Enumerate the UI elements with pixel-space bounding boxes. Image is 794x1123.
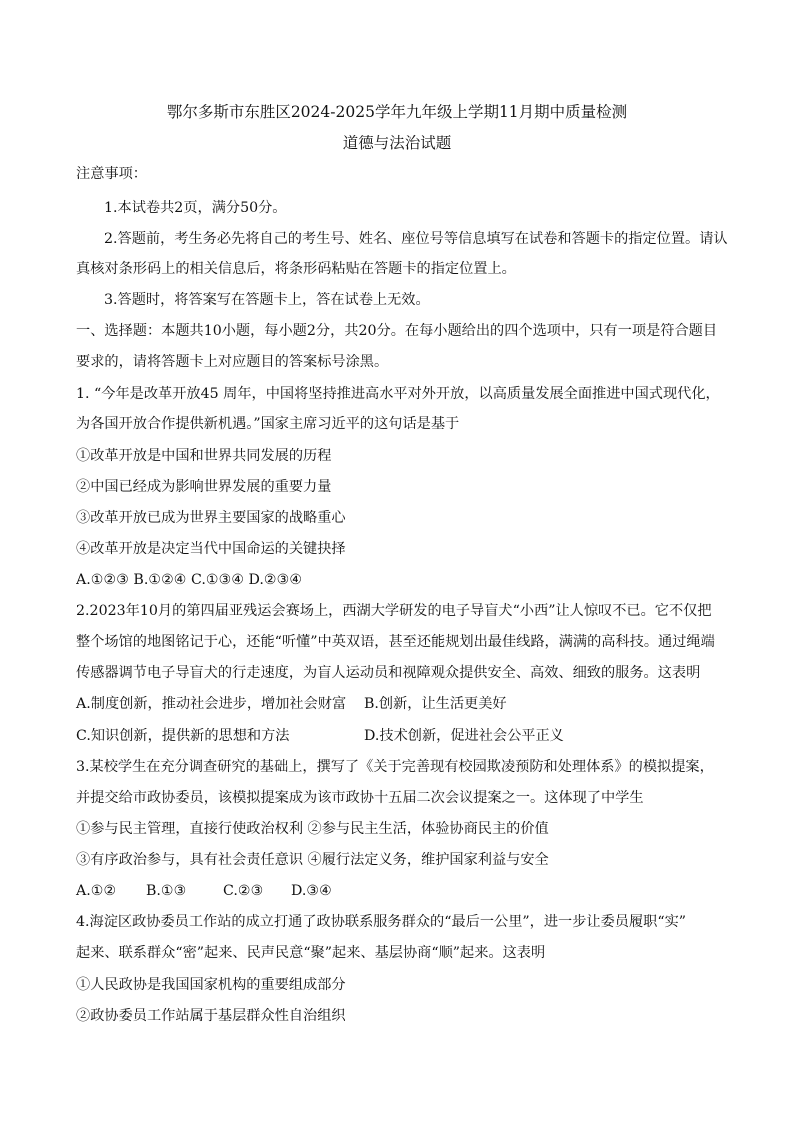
q2-stem-line-1: 2.2023年10月的第四届亚残运会赛场上，西湖大学研发的电子导盲犬“小西”让人惊叹不已。它不仅把 (76, 603, 712, 619)
q2-option-b: B.创新，让生活更美好 (364, 696, 507, 712)
notice-item-2-line-1: 2.答题前，考生务必先将自己的考生号、姓名、座位号等信息填写在试卷和答题卡的指定位置。请认 (104, 231, 728, 247)
q1-stem-line-2: 为各国开放合作提供新机遇。”国家主席习近平的这句话是基于 (76, 416, 460, 432)
q2-stem-line-3: 传感器调节电子导盲犬的行走速度，为盲人运动员和视障观众提供安全、高效、细致的服务。这表明 (76, 665, 701, 681)
q1-options: A.①②③ B.①②④ C.①③④ D.②③④ (76, 572, 303, 588)
q1-statement-3: ③改革开放已成为世界主要国家的战略重心 (76, 510, 346, 526)
q1-statement-4: ④改革开放是决定当代中国命运的关键抉择 (76, 541, 346, 557)
q2-option-c: C.知识创新，提供新的思想和方法 (76, 728, 290, 744)
q1-statement-1: ①改革开放是中国和世界共同发展的历程 (76, 448, 332, 464)
q3-option-b: B.①③ (146, 883, 187, 899)
q4-stem-line-2: 起来、联系群众“密”起来、民声民意“聚”起来、基层协商“顺”起来。这表明 (76, 945, 546, 961)
exam-title: 鄂尔多斯市东胜区2024-2025学年九年级上学期11月期中质量检测 (166, 103, 628, 121)
q3-statements-3-4: ③有序政治参与，具有社会责任意识 ④履行法定义务，维护国家利益与安全 (76, 852, 549, 868)
q3-stem-line-2: 并提交给市政协委员，该模拟提案成为该市政协十五届二次会议提案之一。这体现了中学生 (76, 790, 644, 806)
q3-option-d: D.③④ (291, 883, 332, 899)
notice-item-2-line-2: 真核对条形码上的相关信息后，将条形码粘贴在答题卡的指定位置上。 (76, 261, 516, 277)
q1-statement-2: ②中国已经成为影响世界发展的重要力量 (76, 479, 332, 495)
section-intro-line-1: 一、选择题：本题共10小题，每小题2分，共20分。在每小题给出的四个选项中，只有一项是符合题目 (76, 323, 718, 339)
q2-options-row-2 (76, 726, 734, 746)
q4-stem-line-1: 4.海淀区政协委员工作站的成立打通了政协联系服务群众的“最后一公里”，进一步让委员履职“实” (76, 914, 687, 930)
q3-stem-line-1: 3.某校学生在充分调查研究的基础上，撰写了《关于完善现有校园欺凌预防和处理体系》的模拟提案， (76, 759, 714, 775)
q3-options (76, 881, 734, 901)
q4-statement-2: ②政协委员工作站属于基层群众性自治组织 (76, 1008, 346, 1024)
q2-options-row-1 (76, 694, 734, 714)
q3-option-a: A.①② (76, 883, 117, 899)
notice-item-1: 1.本试卷共2页，满分50分。 (104, 200, 287, 216)
q1-stem-line-1: 1. “今年是改革开放45 周年，中国将坚持推进高水平对外开放，以高质量发展全面推进中国式现代化， (76, 386, 720, 402)
q2-stem-line-2: 整个场馆的地图铭记于心，还能“听懂”中英双语，甚至还能规划出最佳线路，满满的高科技。通过绳端 (76, 634, 715, 650)
q4-statement-1: ①人民政协是我国国家机构的重要组成部分 (76, 977, 346, 993)
q3-statements-1-2: ①参与民主管理，直接行使政治权利 ②参与民主生活，体验协商民主的价值 (76, 821, 549, 837)
notice-heading: 注意事项： (76, 166, 147, 182)
exam-subtitle: 道德与法治试题 (342, 134, 452, 152)
q2-option-a: A.制度创新，推动社会进步，增加社会财富 (76, 696, 347, 712)
section-intro-line-2: 要求的，请将答题卡上对应题目的答案标号涂黑。 (76, 354, 389, 370)
notice-item-3: 3.答题时，将答案写在答题卡上，答在试卷上无效。 (104, 292, 430, 308)
q2-option-d: D.技术创新，促进社会公平正义 (364, 728, 564, 744)
q3-option-c: C.②③ (223, 883, 264, 899)
